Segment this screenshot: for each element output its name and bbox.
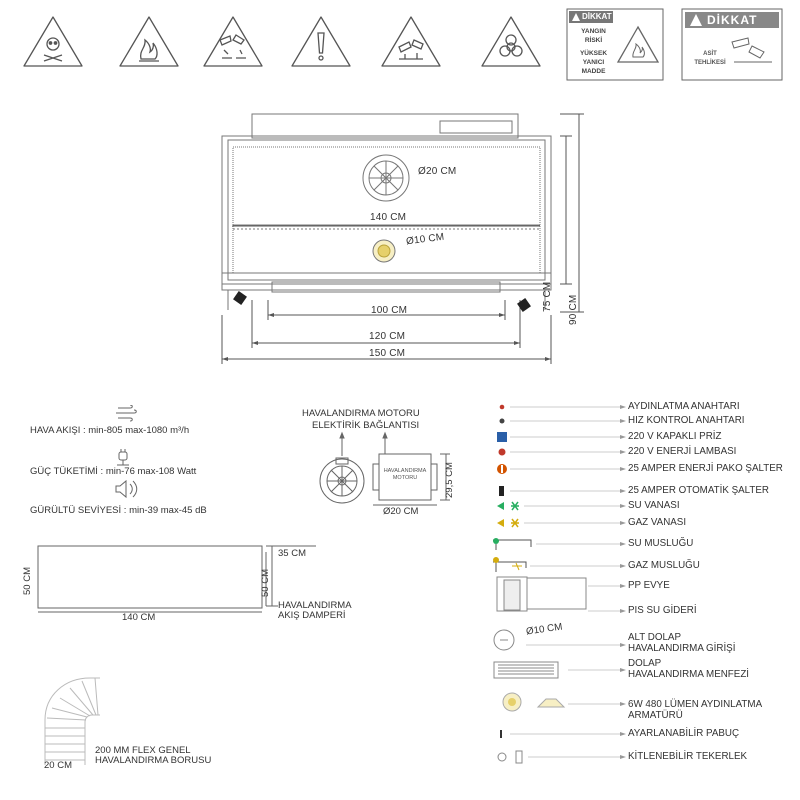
pako-switch-icon	[497, 464, 507, 474]
legend-label-7: GAZ VANASI	[628, 517, 687, 528]
plug-icon	[117, 449, 129, 465]
legend-label-11: PIS SU GİDERİ	[628, 605, 697, 616]
flammable-warning-icon	[120, 17, 178, 66]
flex-duct-drawing	[40, 670, 240, 780]
legend-label-5: 25 AMPER OTOMATİK ŞALTER	[628, 485, 770, 496]
fan-icon	[363, 155, 409, 201]
motor-box-label: HAVALANDIRMA MOTORU	[383, 468, 427, 481]
flex-duct-label: 200 MM FLEX GENEL HAVALANDIRMA BORUSU	[95, 745, 212, 766]
light-diameter-label: Ø10 CM	[405, 231, 445, 248]
vent-inlet-icon	[494, 630, 514, 650]
fire-risk-sign-header: DİKKAT	[582, 12, 612, 21]
water-valve-icon	[497, 502, 519, 510]
noise-spec: GÜRÜLTÜ SEVİYESİ : min-39 max-45 dB	[30, 505, 207, 516]
motor-title-line1: HAVALANDIRMA MOTORU	[302, 408, 420, 419]
cabinet-width-label: 120 CM	[369, 331, 406, 342]
grille-icon	[494, 662, 558, 678]
gas-tap-icon	[493, 557, 526, 572]
legend-label-1: HIZ KONTROL ANAHTARI	[628, 415, 745, 426]
fire-risk-sign-text: YANGIN RİSKİ YÜKSEK YANICI MADDE	[579, 28, 608, 75]
legend-label-3: 220 V ENERJİ LAMBASI	[628, 446, 737, 457]
speed-knob-icon	[500, 419, 505, 424]
energy-lamp-icon	[499, 449, 506, 456]
top-view-drawing	[20, 540, 380, 630]
flex-duct-diameter: 20 CM	[44, 760, 72, 771]
toxic-warning-icon	[24, 17, 82, 66]
motor-diameter-label: Ø20 CM	[383, 506, 419, 517]
legend-label-0: AYDINLATMA ANAHTARI	[628, 401, 740, 412]
motor-fan-icon	[320, 458, 364, 503]
front-view-drawing	[0, 100, 800, 380]
warning-signs-row	[0, 0, 800, 90]
legend-label-2: 220 V KAPAKLI PRİZ	[628, 431, 722, 442]
sash-width-label: 100 CM	[371, 305, 408, 316]
motor-connection-drawing	[290, 400, 470, 520]
corrosive-warning-icon	[204, 17, 262, 66]
general-danger-warning-icon	[292, 17, 350, 66]
acid-warning-sign-header: DİKKAT	[707, 13, 758, 27]
motor-height-label: 29,5 CM	[444, 462, 455, 498]
socket-icon	[497, 432, 507, 442]
power-spec: GÜÇ TÜKETİMİ : min-76 max-108 Watt	[30, 466, 197, 477]
airflow-spec: HAVA AKIŞI : min-805 max-1080 m³/h	[30, 425, 190, 436]
speaker-icon	[116, 481, 137, 497]
legend-label-10: PP EVYE	[628, 580, 670, 591]
top-view-depth-label: 50 CM	[22, 567, 33, 595]
damper-label: HAVALANDIRMA AKIŞ DAMPERİ	[278, 600, 352, 621]
legend-diameter-label: Ø10 CM	[525, 621, 564, 638]
legend-label-14: 6W 480 LÜMEN AYDINLATMA ARMATÜRÜ	[628, 699, 763, 721]
sink-icon	[497, 577, 586, 611]
led-light-icon	[503, 693, 564, 711]
airflow-icon	[116, 405, 136, 421]
gas-valve-icon	[497, 519, 519, 527]
motor-title-line2: ELEKTİRİK BAĞLANTISI	[312, 420, 420, 431]
specs-block	[30, 405, 260, 525]
acid-warning-sign-text: ASİT TEHLİKESİ	[694, 51, 726, 66]
inner-width-label: 140 CM	[370, 212, 407, 223]
legend-label-13: DOLAP HAVALANDIRMA MENFEZİ	[628, 658, 750, 680]
leveling-foot-icon	[500, 730, 502, 738]
legend-label-8: SU MUSLUĞU	[628, 538, 694, 549]
castor-icon	[498, 751, 522, 763]
breaker-icon	[499, 486, 504, 496]
legend-label-9: GAZ MUSLUĞU	[628, 560, 700, 571]
fan-diameter-label: Ø20 CM	[418, 166, 457, 177]
biohazard-warning-icon	[482, 17, 540, 66]
overall-width-label: 150 CM	[369, 348, 406, 359]
hazardous-chemicals-warning-icon	[382, 17, 440, 66]
light-fixture-icon	[373, 240, 395, 262]
damper-width-label: 35 CM	[278, 548, 306, 559]
legend-label-16: KİTLENEBİLİR TEKERLEK	[628, 751, 748, 762]
water-tap-icon	[493, 538, 531, 550]
top-view-width-label: 140 CM	[122, 612, 156, 623]
legend-label-12: ALT DOLAP HAVALANDIRMA GİRİŞİ	[628, 632, 736, 654]
legend-label-4: 25 AMPER ENERJİ PAKO ŞALTER	[628, 463, 783, 474]
red-switch-icon	[500, 405, 505, 410]
legend	[480, 395, 800, 795]
legend-label-15: AYARLANABİLİR PABUÇ	[628, 728, 740, 739]
legend-label-6: SU VANASI	[628, 500, 680, 511]
overall-height-label: 90 CM	[568, 294, 579, 325]
damper-depth-label: 50 CM	[260, 569, 271, 597]
cabin-height-label: 75 CM	[542, 281, 553, 312]
